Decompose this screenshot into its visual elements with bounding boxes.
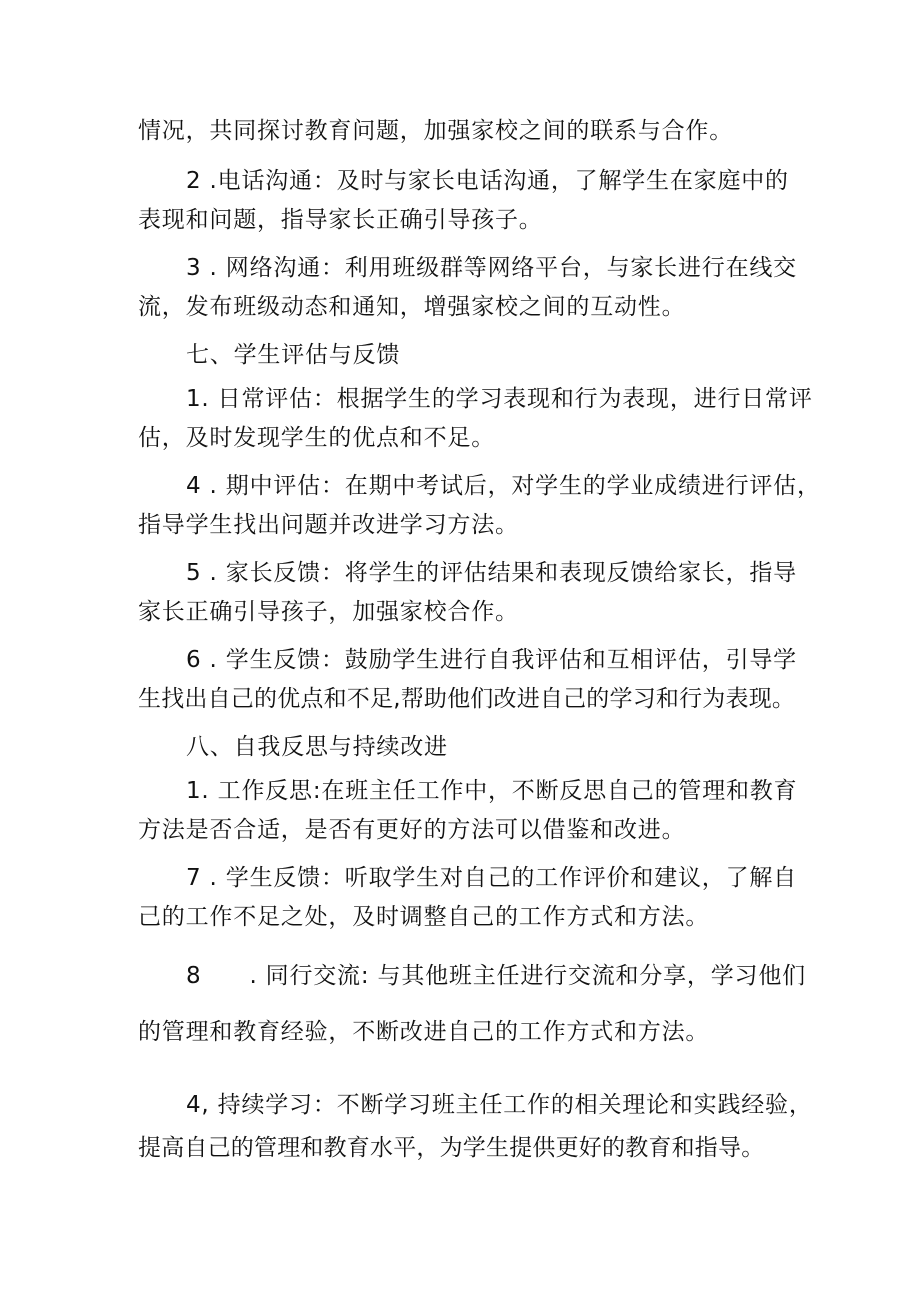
item-text: . 同行交流: 与其他班主任进行交流和分享，学习他们 (249, 963, 806, 989)
paragraph-line: 家长正确引导孩子，加强家校合作。 (138, 599, 519, 625)
paragraph-line: 生找出自己的优点和不足,帮助他们改进自己的学习和行为表现。 (138, 686, 796, 712)
paragraph-line: 己的工作不足之处，及时调整自己的工作方式和方法。 (138, 904, 710, 930)
paragraph-line: 方法是否合适，是否有更好的方法可以借鉴和改进。 (138, 817, 686, 843)
paragraph-line: 提高自己的管理和教育水平，为学生提供更好的教育和指导。 (138, 1135, 765, 1161)
paragraph-line: 5 . 家长反馈：将学生的评估结果和表现反馈给家长，指导 (186, 560, 797, 586)
paragraph-line: 2 .电话沟通：及时与家长电话沟通，了解学生在家庭中的 (186, 168, 789, 194)
paragraph-line: 流，发布班级动态和通知，增强家校之间的互动性。 (138, 294, 686, 320)
paragraph-line: 3 . 网络沟通：利用班级群等网络平台，与家长进行在线交 (186, 255, 797, 281)
section-heading: 七、学生评估与反馈 (186, 342, 401, 368)
paragraph-line: 指导学生找出问题并改进学习方法。 (138, 512, 519, 538)
paragraph-line: 的管理和教育经验，不断改进自己的工作方式和方法。 (138, 1019, 710, 1045)
paragraph-line: 4, 持续学习：不断学习班主任工作的相关理论和实践经验， (186, 1092, 813, 1118)
paragraph-line: 表现和问题，指导家长正确引导孩子。 (138, 207, 543, 233)
item-number: 8 (186, 963, 202, 989)
paragraph-line: 1. 工作反思:在班主任工作中，不断反思自己的管理和教育 (186, 778, 798, 804)
paragraph-line: 1. 日常评估：根据学生的学习表现和行为表现，进行日常评 (186, 386, 813, 412)
paragraph-line: 6 . 学生反馈：鼓励学生进行自我评估和互相评估，引导学 (186, 647, 797, 673)
section-heading: 八、自我反思与持续改进 (186, 734, 448, 760)
paragraph-line: 7 . 学生反馈：听取学生对自己的工作评价和建议，了解自 (186, 865, 797, 891)
paragraph-line: 估，及时发现学生的优点和不足。 (138, 425, 495, 451)
paragraph-line: 4 . 期中评估：在期中考试后，对学生的学业成绩进行评估， (186, 473, 821, 499)
paragraph-line (186, 961, 846, 991)
paragraph-line: 情况，共同探讨教育问题，加强家校之间的联系与合作。 (138, 118, 733, 144)
